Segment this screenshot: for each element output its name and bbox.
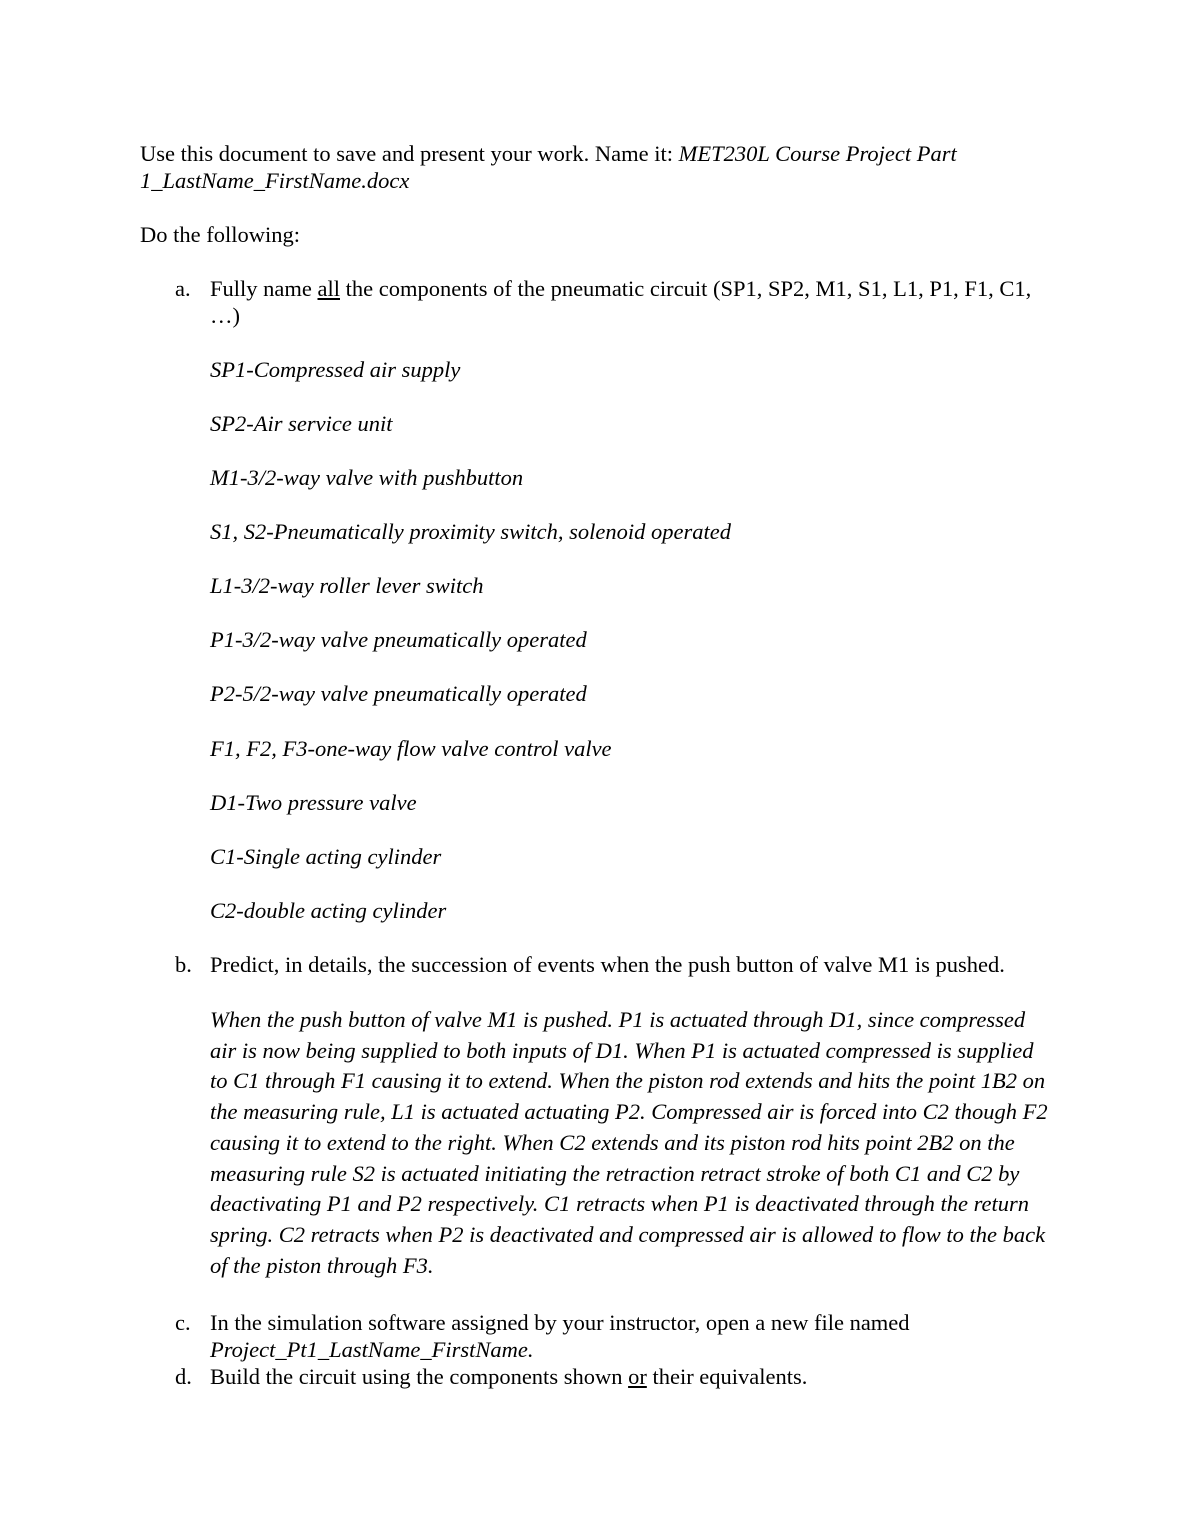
item-c-text (210, 1309, 1050, 1363)
component-item: SP1-Compressed air supply (210, 357, 461, 382)
item-c-body: In the simulation software assigned by your instructor, open a new file named (210, 1310, 910, 1335)
component-item: P1-3/2-way valve pneumatically operated (210, 627, 587, 652)
component-item: C2-double acting cylinder (210, 898, 447, 923)
item-b-marker: b. (175, 952, 192, 977)
item-d-marker: d. (175, 1364, 192, 1389)
item-a-text (210, 275, 1050, 329)
item-d-text (210, 1363, 1050, 1390)
item-d-after: their equivalents. (646, 1364, 808, 1389)
do-following-heading: Do the following: (140, 222, 300, 247)
item-b-text: Predict, in details, the succession of events when the push button of valve M1 is pushed. (210, 952, 1005, 977)
component-item: M1-3/2-way valve with pushbutton (210, 465, 524, 490)
intro-paragraph (140, 140, 1040, 194)
intro-text: Use this document to save and present your work. Name it: (140, 141, 679, 166)
component-item: SP2-Air service unit (210, 411, 393, 436)
item-c-filename: Project_Pt1_LastName_FirstName. (210, 1337, 534, 1362)
component-item: L1-3/2-way roller lever switch (210, 573, 484, 598)
item-a-underlined: all (317, 276, 340, 301)
component-item: D1-Two pressure valve (210, 790, 417, 815)
item-b-answer: When the push button of valve M1 is pushed. P1 is actuated through D1, since compressed air is now being supplied to both inputs of D1. When P1 is actuated compressed is supplied to C1 through F1 causing it to extend. When the piston rod extends and hits the point 1B2 on the measuring rule, L1 is actuated actuating P2. Compressed air is forced into C2 though F2 causing it to extend to the right. When C2 extends and its piston rod hits point 2B2 on the measuring rule S2 is actuated initiating the retraction retract stroke of both C1 and C2 by deactivating P1 and P2 respectively. C1 retracts when P1 is deactivated through the return spring. C2 retracts when P2 is deactivated and compressed air is allowed to flow to the back of the piston through F3. (210, 1007, 1048, 1278)
item-d-before: Build the circuit using the components shown (210, 1364, 629, 1389)
component-item: S1, S2-Pneumatically proximity switch, solenoid operated (210, 519, 731, 544)
item-a-after: the components of the pneumatic circuit (SP1, SP2, M1, S1, L1, P1, F1, C1, …) (210, 276, 1032, 328)
item-d-underlined: or (628, 1364, 647, 1389)
item-c-marker: c. (175, 1310, 191, 1335)
component-item: C1-Single acting cylinder (210, 844, 442, 869)
item-a-marker: a. (175, 276, 191, 301)
intro-filename: MET230L Course Project Part 1_LastName_FirstName.docx (140, 141, 957, 193)
item-a-before: Fully name (210, 276, 318, 301)
component-item: P2-5/2-way valve pneumatically operated (210, 681, 587, 706)
component-item: F1, F2, F3-one-way flow valve control valve (210, 736, 612, 761)
